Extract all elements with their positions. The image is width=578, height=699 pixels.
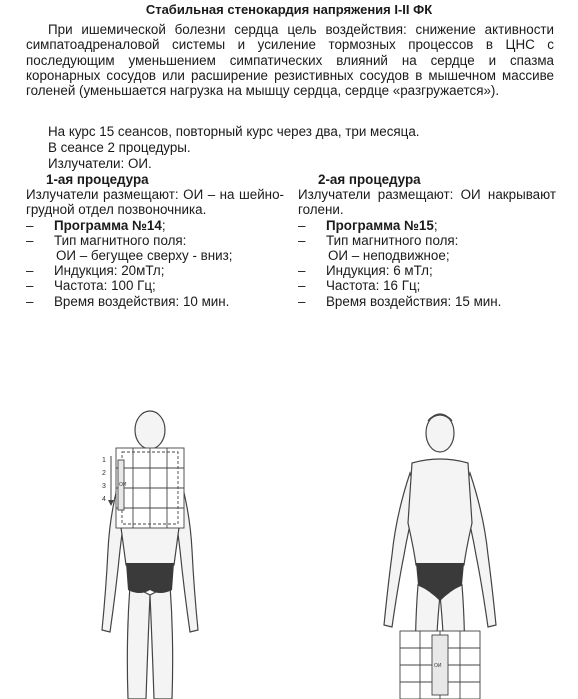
figure-back-view	[80, 400, 240, 699]
figure-front-view	[370, 405, 510, 699]
procedure-1-frequency	[26, 278, 284, 293]
dash: –	[26, 278, 34, 294]
procedure-1	[26, 172, 284, 309]
course-line: На курс 15 сеансов, повторный курс через два, три месяца.	[48, 124, 420, 139]
intro-paragraph: При ишемической болезни сердца цель воздействия: снижение активности симпатоадреналовой системы и усиление тормозных процессов в ЦНС с последующим уменьшением симпатических влияний на сердце и спазма коронарных сосудов или расширение резистивных сосудов в мышечном массиве голеней (уменьшается нагрузка на мышцу сердца, сердце «разгружается»).	[26, 22, 554, 99]
procedure-1-program	[26, 218, 284, 233]
program-number: Программа №15	[326, 217, 434, 233]
grid-number-2: 2	[102, 470, 106, 477]
procedure-2-frequency	[298, 278, 556, 293]
program-suffix: ;	[433, 217, 438, 233]
emitter-label-1: ОИ	[119, 482, 127, 488]
dash: –	[298, 217, 306, 233]
procedure-1-field-type	[26, 233, 284, 248]
procedure-2-field-value: ОИ – неподвижное;	[328, 248, 450, 264]
dash: –	[26, 263, 34, 279]
torso	[408, 459, 472, 565]
dash: –	[26, 293, 34, 309]
frequency: Частота: 100 Гц;	[54, 278, 156, 294]
program-suffix: ;	[161, 217, 166, 233]
head	[135, 411, 165, 449]
time: Время воздействия: 15 мин.	[326, 293, 502, 309]
emitter-grid	[116, 448, 184, 528]
procedure-1-field-value: ОИ – бегущее сверху - вниз;	[56, 248, 233, 264]
frequency: Частота: 16 Гц;	[326, 278, 421, 294]
grid-number-4: 4	[102, 496, 106, 503]
dash: –	[298, 293, 306, 309]
right-leg	[150, 585, 173, 699]
page-title: Стабильная стенокардия напряжения I-II ФК	[145, 2, 433, 17]
procedure-2-heading: 2-ая процедура	[318, 172, 421, 187]
dash: –	[298, 232, 306, 248]
dash: –	[26, 217, 34, 233]
induction: Индукция: 20мТл;	[54, 263, 165, 279]
procedure-2-time	[298, 294, 556, 309]
field-label: Тип магнитного поля:	[54, 232, 187, 248]
briefs	[126, 563, 174, 593]
emitters-line: Излучатели: ОИ.	[48, 156, 152, 171]
procedure-2-program	[298, 218, 556, 233]
dash: –	[298, 278, 306, 294]
procedure-2-placement: Излучатели размещают: ОИ накрывают голени.	[298, 187, 556, 218]
field-label: Тип магнитного поля:	[326, 232, 459, 248]
time: Время воздействия: 10 мин.	[54, 293, 230, 309]
grid-number-3: 3	[102, 483, 106, 490]
procedure-2	[298, 172, 556, 309]
induction: Индукция: 6 мТл;	[326, 263, 433, 279]
program-number: Программа №14	[54, 217, 162, 233]
procedure-1-placement: Излучатели размещают: ОИ – на шейно-грудной отдел позвоночника.	[26, 187, 284, 218]
procedure-2-field-type	[298, 233, 556, 248]
emitter-label-2: ОИ	[434, 663, 442, 669]
dash: –	[298, 263, 306, 279]
left-leg	[127, 585, 150, 699]
session-line: В сеансе 2 процедуры.	[48, 140, 191, 155]
grid-number-1: 1	[102, 457, 106, 464]
procedure-1-time	[26, 294, 284, 309]
procedure-1-heading: 1-ая процедура	[46, 172, 149, 187]
procedure-1-induction	[26, 263, 284, 278]
dash: –	[26, 232, 34, 248]
procedure-2-induction	[298, 263, 556, 278]
